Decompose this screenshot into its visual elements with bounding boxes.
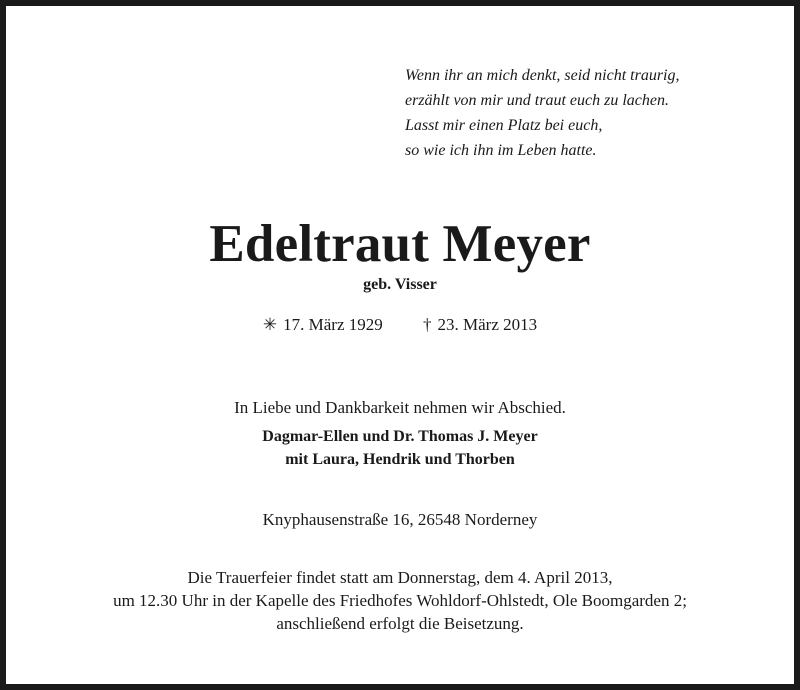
poem-line: Wenn ihr an mich denkt, seid nicht traurig, — [405, 67, 680, 84]
address: Knyphausenstraße 16, 26548 Norderney — [262, 510, 538, 529]
farewell-text: In Liebe und Dankbarkeit nehmen wir Abschied. — [234, 398, 566, 417]
service-line: anschließend erfolgt die Beisetzung. — [276, 614, 524, 633]
death-date-group — [423, 315, 537, 334]
family-line: Dagmar-Ellen und Dr. Thomas J. Meyer — [262, 428, 538, 445]
birth-date: 17. März 1929 — [283, 315, 383, 334]
poem-line: erzählt von mir und traut euch zu lachen. — [405, 92, 669, 109]
family-line: mit Laura, Hendrik und Thorben — [285, 451, 515, 468]
poem-line: Lasst mir einen Platz bei euch, — [405, 117, 603, 134]
maiden-name: geb. Visser — [363, 276, 437, 293]
service-info — [0, 566, 800, 635]
service-line: um 12.30 Uhr in der Kapelle des Friedhofes Wohldorf-Ohlstedt, Ole Boomgarden 2; — [113, 591, 687, 610]
birth-date-group — [263, 315, 387, 334]
death-cross-icon: † — [423, 315, 432, 334]
poem — [405, 63, 765, 163]
death-date: 23. März 2013 — [437, 315, 538, 334]
birth-star-icon: ✳ — [262, 315, 278, 334]
life-dates — [0, 313, 800, 337]
family-names — [0, 425, 800, 471]
poem-line: so wie ich ihn im Leben hatte. — [405, 142, 597, 159]
service-line: Die Trauerfeier findet statt am Donnerstag, dem 4. April 2013, — [187, 568, 613, 587]
deceased-name: Edeltraut Meyer — [209, 215, 591, 273]
